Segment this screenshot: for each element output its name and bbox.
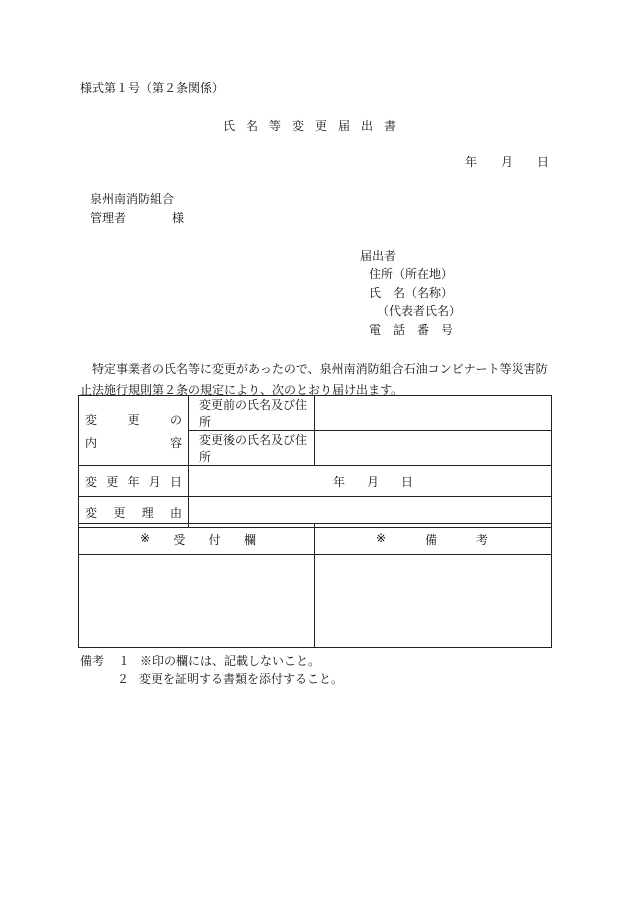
notes-label: 備考 xyxy=(80,654,105,668)
label-char: 内 xyxy=(85,435,98,450)
reception-field[interactable] xyxy=(79,555,315,648)
change-date-label xyxy=(79,466,189,497)
label-char: 理 xyxy=(141,505,154,520)
submitter-name-label xyxy=(369,287,453,299)
date-month: 月 xyxy=(500,155,513,169)
tel-char: 電 xyxy=(369,323,382,337)
note-item-2 xyxy=(117,673,343,685)
recipient-organization: 泉州南消防組合 xyxy=(90,192,175,206)
date-month: 月 xyxy=(366,474,379,489)
recipient-honorific: 様 xyxy=(172,211,185,225)
note-item-1 xyxy=(80,655,320,667)
label-char: 変 xyxy=(85,412,98,427)
submitter-name-char: 氏 xyxy=(369,286,382,300)
date-year: 年 xyxy=(333,474,346,489)
label-char: の xyxy=(169,412,182,427)
label-char: 変 xyxy=(85,505,98,520)
before-label: 変更前の氏名及び住所 xyxy=(189,396,315,431)
label-char: 欄 xyxy=(243,532,256,547)
remarks-header xyxy=(315,524,552,555)
after-value-field[interactable] xyxy=(315,431,552,466)
label-char: 更 xyxy=(113,505,126,520)
note-number: １ xyxy=(118,654,131,668)
date-day: 日 xyxy=(400,474,413,489)
submitter-address-label: 住所（所在地） xyxy=(369,267,454,281)
submitter-label: 届出者 xyxy=(360,249,397,263)
date-year: 年 xyxy=(465,155,478,169)
label-char: 考 xyxy=(475,532,488,547)
body-text: 特定事業者の氏名等に変更があったので、泉州南消防組合石油コンビナート等災害防止法施行規則第２条の規定により、次のとおり届け出ます。 xyxy=(80,362,548,397)
submitter-representative-label: （代表者氏名） xyxy=(377,304,462,318)
change-content-label-cell xyxy=(79,396,189,466)
label-char: 更 xyxy=(127,412,140,427)
change-date-field[interactable] xyxy=(189,466,552,497)
note-text: ※印の欄には、記載しないこと。 xyxy=(140,654,321,668)
label-char: 更 xyxy=(106,474,119,489)
label-char: 付 xyxy=(208,532,221,547)
tel-char: 号 xyxy=(440,323,453,337)
stamp-table xyxy=(78,523,552,648)
label-char: 備 xyxy=(425,532,438,547)
tel-char: 番 xyxy=(416,323,429,337)
document-title: 氏名等変更届出書 xyxy=(222,119,407,133)
label-char: 受 xyxy=(173,532,186,547)
note-number: ２ xyxy=(117,672,130,686)
note-text: 変更を証明する書類を添付すること。 xyxy=(139,672,344,686)
label-char: 容 xyxy=(169,435,182,450)
after-label: 変更後の氏名及び住所 xyxy=(189,431,315,466)
mark-char: ※ xyxy=(376,530,387,545)
submission-date xyxy=(465,156,549,168)
tel-char: 話 xyxy=(392,323,405,337)
label-char: 日 xyxy=(169,474,182,489)
label-char: 由 xyxy=(169,505,182,520)
submitter-name-rest: 名（名称） xyxy=(393,286,454,300)
form-number: 様式第１号（第２条関係） xyxy=(80,81,225,95)
change-form-table xyxy=(78,395,552,528)
date-day: 日 xyxy=(536,155,549,169)
remarks-field[interactable] xyxy=(315,555,552,648)
label-char: 月 xyxy=(148,474,161,489)
before-value-field[interactable] xyxy=(315,396,552,431)
mark-char: ※ xyxy=(140,530,151,545)
label-char: 年 xyxy=(127,474,140,489)
label-char: 変 xyxy=(85,474,98,489)
submitter-phone-label xyxy=(369,324,453,336)
reception-header xyxy=(79,524,315,555)
recipient-manager: 管理者 xyxy=(90,211,127,225)
